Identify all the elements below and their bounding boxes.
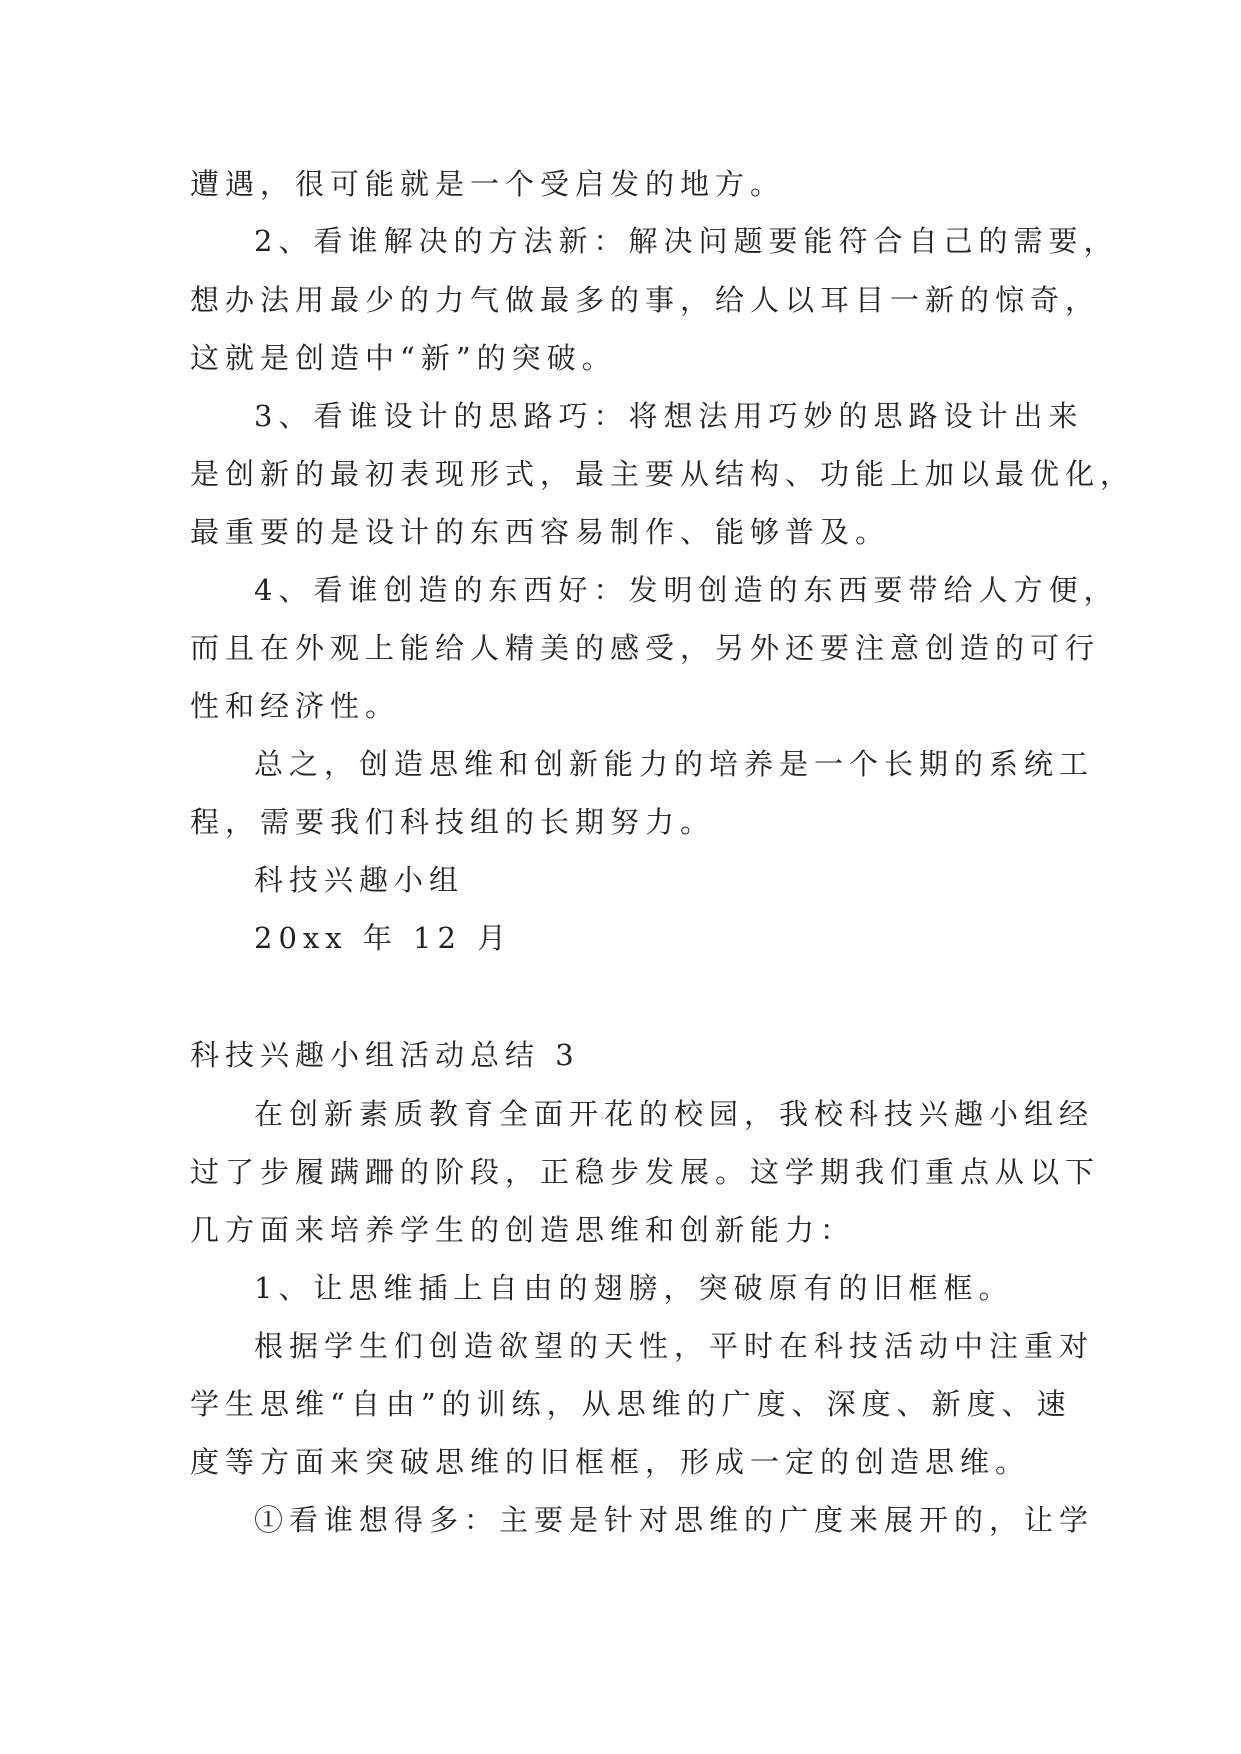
paragraph-line: 是创新的最初表现形式，最主要从结构、功能上加以最优化， [190,457,1136,491]
paragraph-line: 程，需要我们科技组的长期努力。 [190,805,716,839]
paragraph-line: 学生思维“自由”的训练，从思维的广度、深度、新度、速 [190,1387,1072,1421]
paragraph-line: 根据学生们创造欲望的天性，平时在科技活动中注重对 [254,1329,1095,1363]
paragraph-line: 这就是创造中“新”的突破。 [190,341,617,375]
list-item-line: 4、看谁创造的东西好：发明创造的东西要带给人方便， [254,573,1119,607]
list-item-line: 3、看谁设计的思路巧：将想法用巧妙的思路设计出来 [254,399,1084,433]
paragraph-line: 总之，创造思维和创新能力的培养是一个长期的系统工 [254,747,1095,781]
paragraph-line: 度等方面来突破思维的旧框框，形成一定的创造思维。 [190,1445,1031,1479]
paragraph-line: 几方面来培养学生的创造思维和创新能力： [190,1213,856,1247]
date-line: 20xx 年 12 月 [254,921,513,955]
list-item-line: 2、看谁解决的方法新：解决问题要能符合自己的需要， [254,224,1119,258]
paragraph-line: 性和经济性。 [190,689,401,723]
paragraph-line: 最重要的是设计的东西容易制作、能够普及。 [190,515,891,549]
list-item-line: 1、让思维插上自由的翅膀，突破原有的旧框框。 [254,1271,1014,1305]
paragraph-line: 遭遇，很可能就是一个受启发的地方。 [190,167,786,201]
section-title: 科技兴趣小组活动总结 3 [190,1038,580,1072]
paragraph-line: 过了步履蹒跚的阶段，正稳步发展。这学期我们重点从以下 [190,1155,1101,1189]
paragraph-line: 而且在外观上能给人精美的感受，另外还要注意创造的可行 [190,631,1101,665]
paragraph-line: 想办法用最少的力气做最多的事，给人以耳目一新的惊奇， [190,283,1101,317]
paragraph-line: 在创新素质教育全面开花的校园，我校科技兴趣小组经 [254,1097,1095,1131]
signature-line: 科技兴趣小组 [254,863,465,897]
list-item-line: ①看谁想得多：主要是针对思维的广度来展开的，让学 [254,1503,1095,1537]
